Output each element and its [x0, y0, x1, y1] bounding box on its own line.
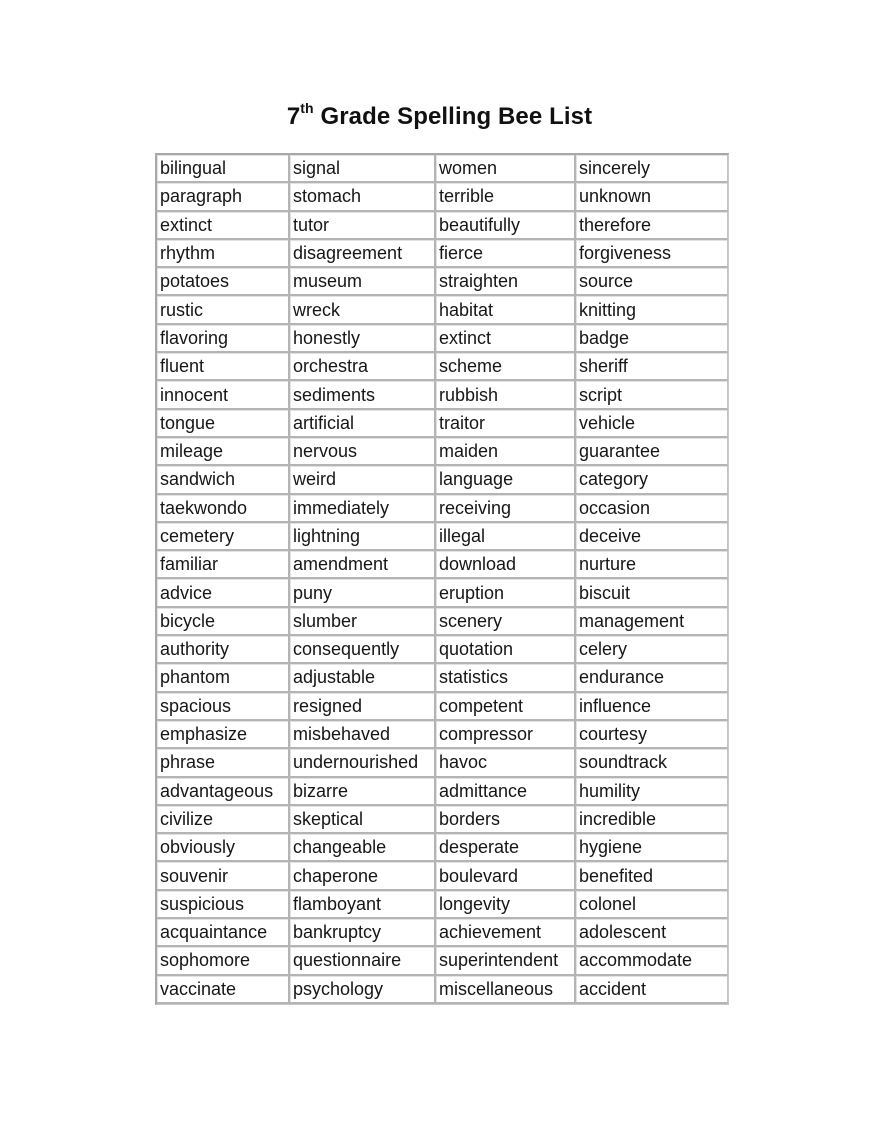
table-row [157, 523, 728, 551]
word-cell: benefited [576, 862, 728, 890]
word-cell: occasion [576, 495, 728, 523]
word-cell: deceive [576, 523, 728, 551]
word-cell: scenery [436, 608, 576, 636]
word-cell: lightning [290, 523, 436, 551]
word-cell: misbehaved [290, 721, 436, 749]
table-row [157, 155, 728, 183]
title-text: Grade Spelling Bee List [313, 103, 593, 130]
word-cell: questionnaire [290, 947, 436, 975]
word-cell: emphasize [157, 721, 290, 749]
word-cell: competent [436, 693, 576, 721]
table-row [157, 466, 728, 494]
word-cell: flamboyant [290, 891, 436, 919]
word-cell: chaperone [290, 862, 436, 890]
word-cell: desperate [436, 834, 576, 862]
word-cell: therefore [576, 212, 728, 240]
word-cell: puny [290, 579, 436, 607]
word-cell: honestly [290, 325, 436, 353]
word-cell: language [436, 466, 576, 494]
word-cell: achievement [436, 919, 576, 947]
word-cell: women [436, 155, 576, 183]
word-cell: rhythm [157, 240, 290, 268]
word-cell: guarantee [576, 438, 728, 466]
table-row [157, 947, 728, 975]
word-cell: celery [576, 636, 728, 664]
table-row [157, 268, 728, 296]
word-cell: obviously [157, 834, 290, 862]
word-cell: hygiene [576, 834, 728, 862]
word-cell: authority [157, 636, 290, 664]
word-cell: fierce [436, 240, 576, 268]
word-cell: illegal [436, 523, 576, 551]
word-cell: havoc [436, 749, 576, 777]
spelling-word-table [155, 153, 729, 1005]
word-cell: management [576, 608, 728, 636]
table-row [157, 778, 728, 806]
word-cell: courtesy [576, 721, 728, 749]
word-cell: quotation [436, 636, 576, 664]
word-cell: incredible [576, 806, 728, 834]
word-cell: orchestra [290, 353, 436, 381]
table-row [157, 891, 728, 919]
table-row [157, 806, 728, 834]
table-row [157, 410, 728, 438]
word-cell: vaccinate [157, 976, 290, 1004]
word-cell: suspicious [157, 891, 290, 919]
word-cell: souvenir [157, 862, 290, 890]
word-cell: maiden [436, 438, 576, 466]
word-cell: vehicle [576, 410, 728, 438]
word-cell: resigned [290, 693, 436, 721]
word-cell: psychology [290, 976, 436, 1004]
word-cell: bicycle [157, 608, 290, 636]
word-cell: bilingual [157, 155, 290, 183]
title-ordinal-suffix: th [300, 100, 314, 116]
word-cell: unknown [576, 183, 728, 211]
word-cell: compressor [436, 721, 576, 749]
word-cell: sincerely [576, 155, 728, 183]
table-row [157, 240, 728, 268]
word-cell: tutor [290, 212, 436, 240]
word-cell: signal [290, 155, 436, 183]
table-row [157, 834, 728, 862]
word-cell: habitat [436, 296, 576, 324]
table-row [157, 862, 728, 890]
word-cell: miscellaneous [436, 976, 576, 1004]
word-cell: changeable [290, 834, 436, 862]
word-cell: knitting [576, 296, 728, 324]
word-cell: spacious [157, 693, 290, 721]
table-row [157, 353, 728, 381]
table-row [157, 438, 728, 466]
word-cell: boulevard [436, 862, 576, 890]
word-cell: wreck [290, 296, 436, 324]
word-cell: accommodate [576, 947, 728, 975]
table-row [157, 325, 728, 353]
word-cell: artificial [290, 410, 436, 438]
word-cell: endurance [576, 664, 728, 692]
word-cell: disagreement [290, 240, 436, 268]
word-cell: terrible [436, 183, 576, 211]
word-cell: rustic [157, 296, 290, 324]
word-cell: taekwondo [157, 495, 290, 523]
word-cell: badge [576, 325, 728, 353]
word-cell: soundtrack [576, 749, 728, 777]
word-cell: forgiveness [576, 240, 728, 268]
word-cell: script [576, 381, 728, 409]
word-cell: extinct [157, 212, 290, 240]
word-cell: sediments [290, 381, 436, 409]
page-title [0, 102, 879, 131]
word-cell: rubbish [436, 381, 576, 409]
word-cell: scheme [436, 353, 576, 381]
word-cell: nervous [290, 438, 436, 466]
table-row [157, 381, 728, 409]
word-table-body [157, 155, 728, 1004]
table-row [157, 183, 728, 211]
table-row [157, 296, 728, 324]
word-cell: adjustable [290, 664, 436, 692]
word-cell: colonel [576, 891, 728, 919]
table-row [157, 608, 728, 636]
table-row [157, 636, 728, 664]
word-cell: influence [576, 693, 728, 721]
word-cell: extinct [436, 325, 576, 353]
word-cell: download [436, 551, 576, 579]
word-cell: category [576, 466, 728, 494]
word-cell: skeptical [290, 806, 436, 834]
word-cell: stomach [290, 183, 436, 211]
word-cell: acquaintance [157, 919, 290, 947]
word-cell: mileage [157, 438, 290, 466]
word-cell: amendment [290, 551, 436, 579]
table-row [157, 551, 728, 579]
word-cell: cemetery [157, 523, 290, 551]
table-row [157, 693, 728, 721]
word-cell: statistics [436, 664, 576, 692]
word-cell: paragraph [157, 183, 290, 211]
table-row [157, 212, 728, 240]
word-cell: fluent [157, 353, 290, 381]
table-row [157, 721, 728, 749]
word-cell: beautifully [436, 212, 576, 240]
word-cell: phantom [157, 664, 290, 692]
word-cell: admittance [436, 778, 576, 806]
table-row [157, 749, 728, 777]
word-cell: familiar [157, 551, 290, 579]
word-cell: eruption [436, 579, 576, 607]
word-cell: phrase [157, 749, 290, 777]
word-cell: bankruptcy [290, 919, 436, 947]
table-row [157, 664, 728, 692]
word-cell: adolescent [576, 919, 728, 947]
word-cell: slumber [290, 608, 436, 636]
word-cell: humility [576, 778, 728, 806]
word-cell: weird [290, 466, 436, 494]
title-grade-number: 7 [286, 103, 301, 130]
word-cell: sandwich [157, 466, 290, 494]
word-cell: traitor [436, 410, 576, 438]
table-row [157, 976, 728, 1004]
word-cell: innocent [157, 381, 290, 409]
word-cell: accident [576, 976, 728, 1004]
word-cell: civilize [157, 806, 290, 834]
word-cell: consequently [290, 636, 436, 664]
word-cell: advantageous [157, 778, 290, 806]
word-cell: borders [436, 806, 576, 834]
word-cell: longevity [436, 891, 576, 919]
word-cell: sophomore [157, 947, 290, 975]
word-cell: advice [157, 579, 290, 607]
table-row [157, 579, 728, 607]
table-row [157, 495, 728, 523]
word-cell: nurture [576, 551, 728, 579]
word-cell: sheriff [576, 353, 728, 381]
word-cell: flavoring [157, 325, 290, 353]
word-cell: potatoes [157, 268, 290, 296]
word-cell: immediately [290, 495, 436, 523]
word-cell: tongue [157, 410, 290, 438]
word-cell: museum [290, 268, 436, 296]
word-cell: biscuit [576, 579, 728, 607]
word-cell: source [576, 268, 728, 296]
word-cell: bizarre [290, 778, 436, 806]
table-row [157, 919, 728, 947]
word-cell: superintendent [436, 947, 576, 975]
word-cell: straighten [436, 268, 576, 296]
word-cell: undernourished [290, 749, 436, 777]
word-cell: receiving [436, 495, 576, 523]
